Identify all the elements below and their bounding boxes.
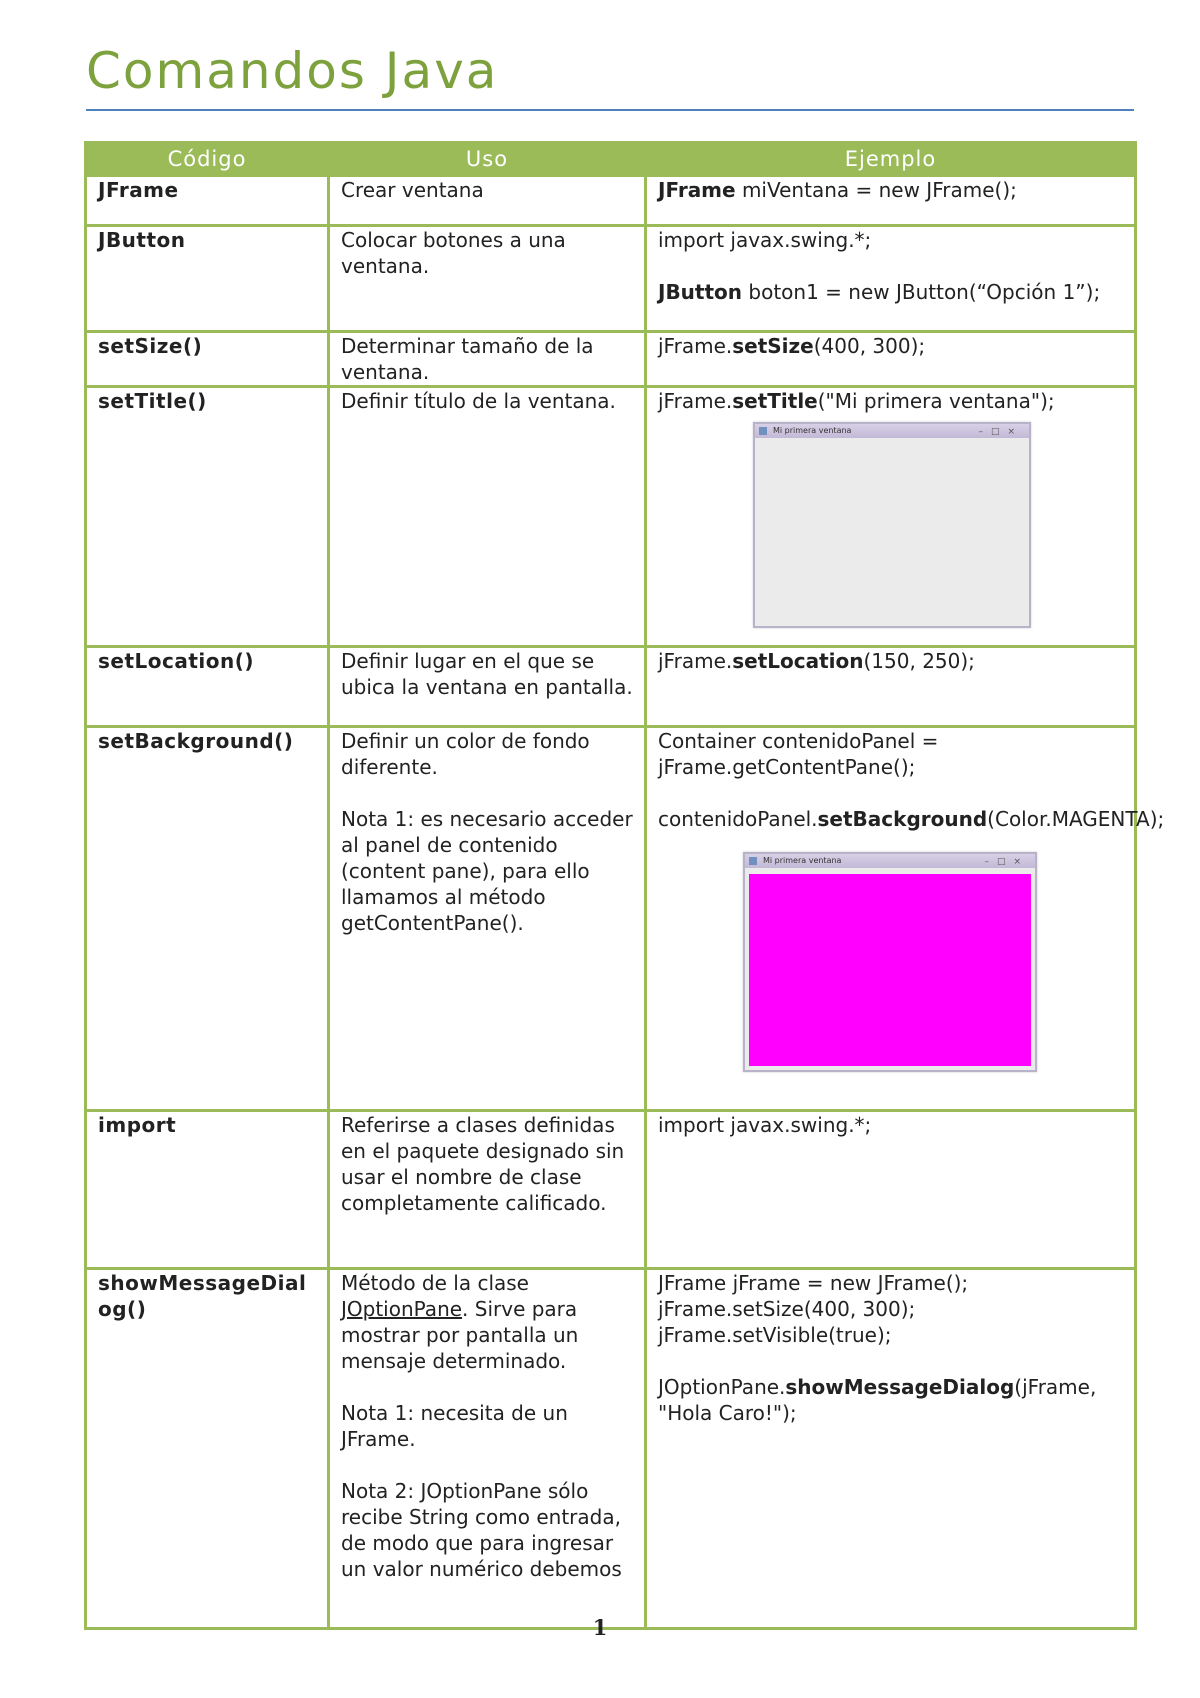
example-text: JButton boton1 = new JButton(“Opción 1”); [658, 280, 1101, 304]
java-icon [749, 857, 757, 865]
example-cell [646, 176, 1136, 226]
code-cell: import [86, 1111, 329, 1269]
use-cell [329, 176, 646, 226]
code-cell: setLocation() [86, 647, 329, 727]
use-text: Definir un color de fondo diferente. [341, 729, 590, 779]
use-text: Definir lugar en el que se ubica la ventana en pantalla. [341, 649, 633, 699]
use-cell [329, 226, 646, 332]
example-text: jFrame.setTitle("Mi primera ventana"); [658, 389, 1055, 413]
page-number: 1 [592, 1615, 608, 1640]
code-cell: JFrame [86, 176, 329, 226]
example-text: jFrame.setSize(400, 300); [658, 1297, 916, 1321]
code-cell: setBackground() [86, 727, 329, 1111]
use-cell [329, 387, 646, 647]
code-cell: setSize() [86, 332, 329, 387]
code-cell: JButton [86, 226, 329, 332]
example-text: JOptionPane.showMessageDialog(jFrame, "Hola Caro!"); [658, 1375, 1097, 1425]
use-cell [329, 1111, 646, 1269]
commands-table [84, 141, 1165, 1630]
use-note: Nota 1: es necesario acceder al panel de contenido (content pane), para ello llamamos al método getContentPane(). [341, 807, 633, 935]
use-text: Referirse a clases definidas en el paquete designado sin usar el nombre de clase completamente calificado. [341, 1113, 625, 1215]
header-codigo: Código [86, 143, 329, 176]
magenta-window-screenshot [743, 852, 1037, 1072]
example-cell [646, 387, 1136, 647]
header-ejemplo: Ejemplo [646, 143, 1136, 176]
example-text: import javax.swing.*; [658, 1113, 872, 1137]
example-text: JFrame miVentana = new JFrame(); [658, 178, 1017, 202]
use-cell [329, 332, 646, 387]
example-text: JFrame jFrame = new JFrame(); [658, 1271, 969, 1295]
window-content-magenta [749, 874, 1031, 1066]
code-cell: showMessageDialog() [86, 1269, 329, 1629]
use-cell [329, 647, 646, 727]
example-keyword: JFrame [658, 178, 736, 202]
use-text: Determinar tamaño de la ventana. [341, 334, 594, 384]
table-row [86, 727, 1136, 1111]
table-row [86, 332, 1136, 387]
use-cell [329, 727, 646, 1111]
commands-table-container [84, 141, 1165, 1601]
table-row [86, 1111, 1136, 1269]
use-text: Colocar botones a una ventana. [341, 228, 566, 278]
table-row [86, 176, 1136, 226]
table-row [86, 387, 1136, 647]
header-uso: Uso [329, 143, 646, 176]
example-cell [646, 332, 1136, 387]
java-icon [759, 427, 767, 435]
example-cell [646, 226, 1136, 332]
window-controls-icon: –□× [978, 427, 1023, 437]
page-title: Comandos Java [86, 42, 499, 100]
example-text: jFrame.setSize(400, 300); [658, 334, 926, 358]
table-row [86, 226, 1136, 332]
table-header-row [86, 143, 1136, 176]
window-titlebar: Mi primera ventana –□× [755, 424, 1029, 438]
title-divider [86, 109, 1134, 111]
example-text: Container contenidoPanel = jFrame.getContentPane(); [658, 729, 939, 779]
example-text: jFrame.setVisible(true); [658, 1323, 892, 1347]
window-content [759, 444, 1025, 622]
window-screenshot [753, 422, 1031, 628]
example-text: import javax.swing.*; [658, 228, 872, 252]
window-titlebar: Mi primera ventana –□× [745, 854, 1035, 868]
example-text: jFrame.setLocation(150, 250); [658, 649, 975, 673]
use-note: Nota 1: necesita de un JFrame. [341, 1401, 568, 1451]
joptionpane-link[interactable]: JOptionPane [341, 1297, 463, 1321]
window-controls-icon: –□× [984, 857, 1029, 867]
use-cell [329, 1269, 646, 1629]
example-cell [646, 647, 1136, 727]
example-cell [646, 1111, 1136, 1269]
example-cell [646, 1269, 1136, 1629]
use-text: Definir título de la ventana. [341, 389, 616, 413]
use-note: Nota 2: JOptionPane sólo recibe String como entrada, de modo que para ingresar un valor numérico debemos [341, 1479, 622, 1581]
use-text: Crear ventana [341, 178, 484, 202]
example-cell [646, 727, 1165, 1111]
table-row [86, 647, 1136, 727]
example-text: contenidoPanel.setBackground(Color.MAGENTA); [658, 807, 1165, 831]
use-text: Método de la clase JOptionPane. Sirve para mostrar por pantalla un mensaje determinado. [341, 1271, 579, 1373]
table-row [86, 1269, 1136, 1629]
code-cell: setTitle() [86, 387, 329, 647]
